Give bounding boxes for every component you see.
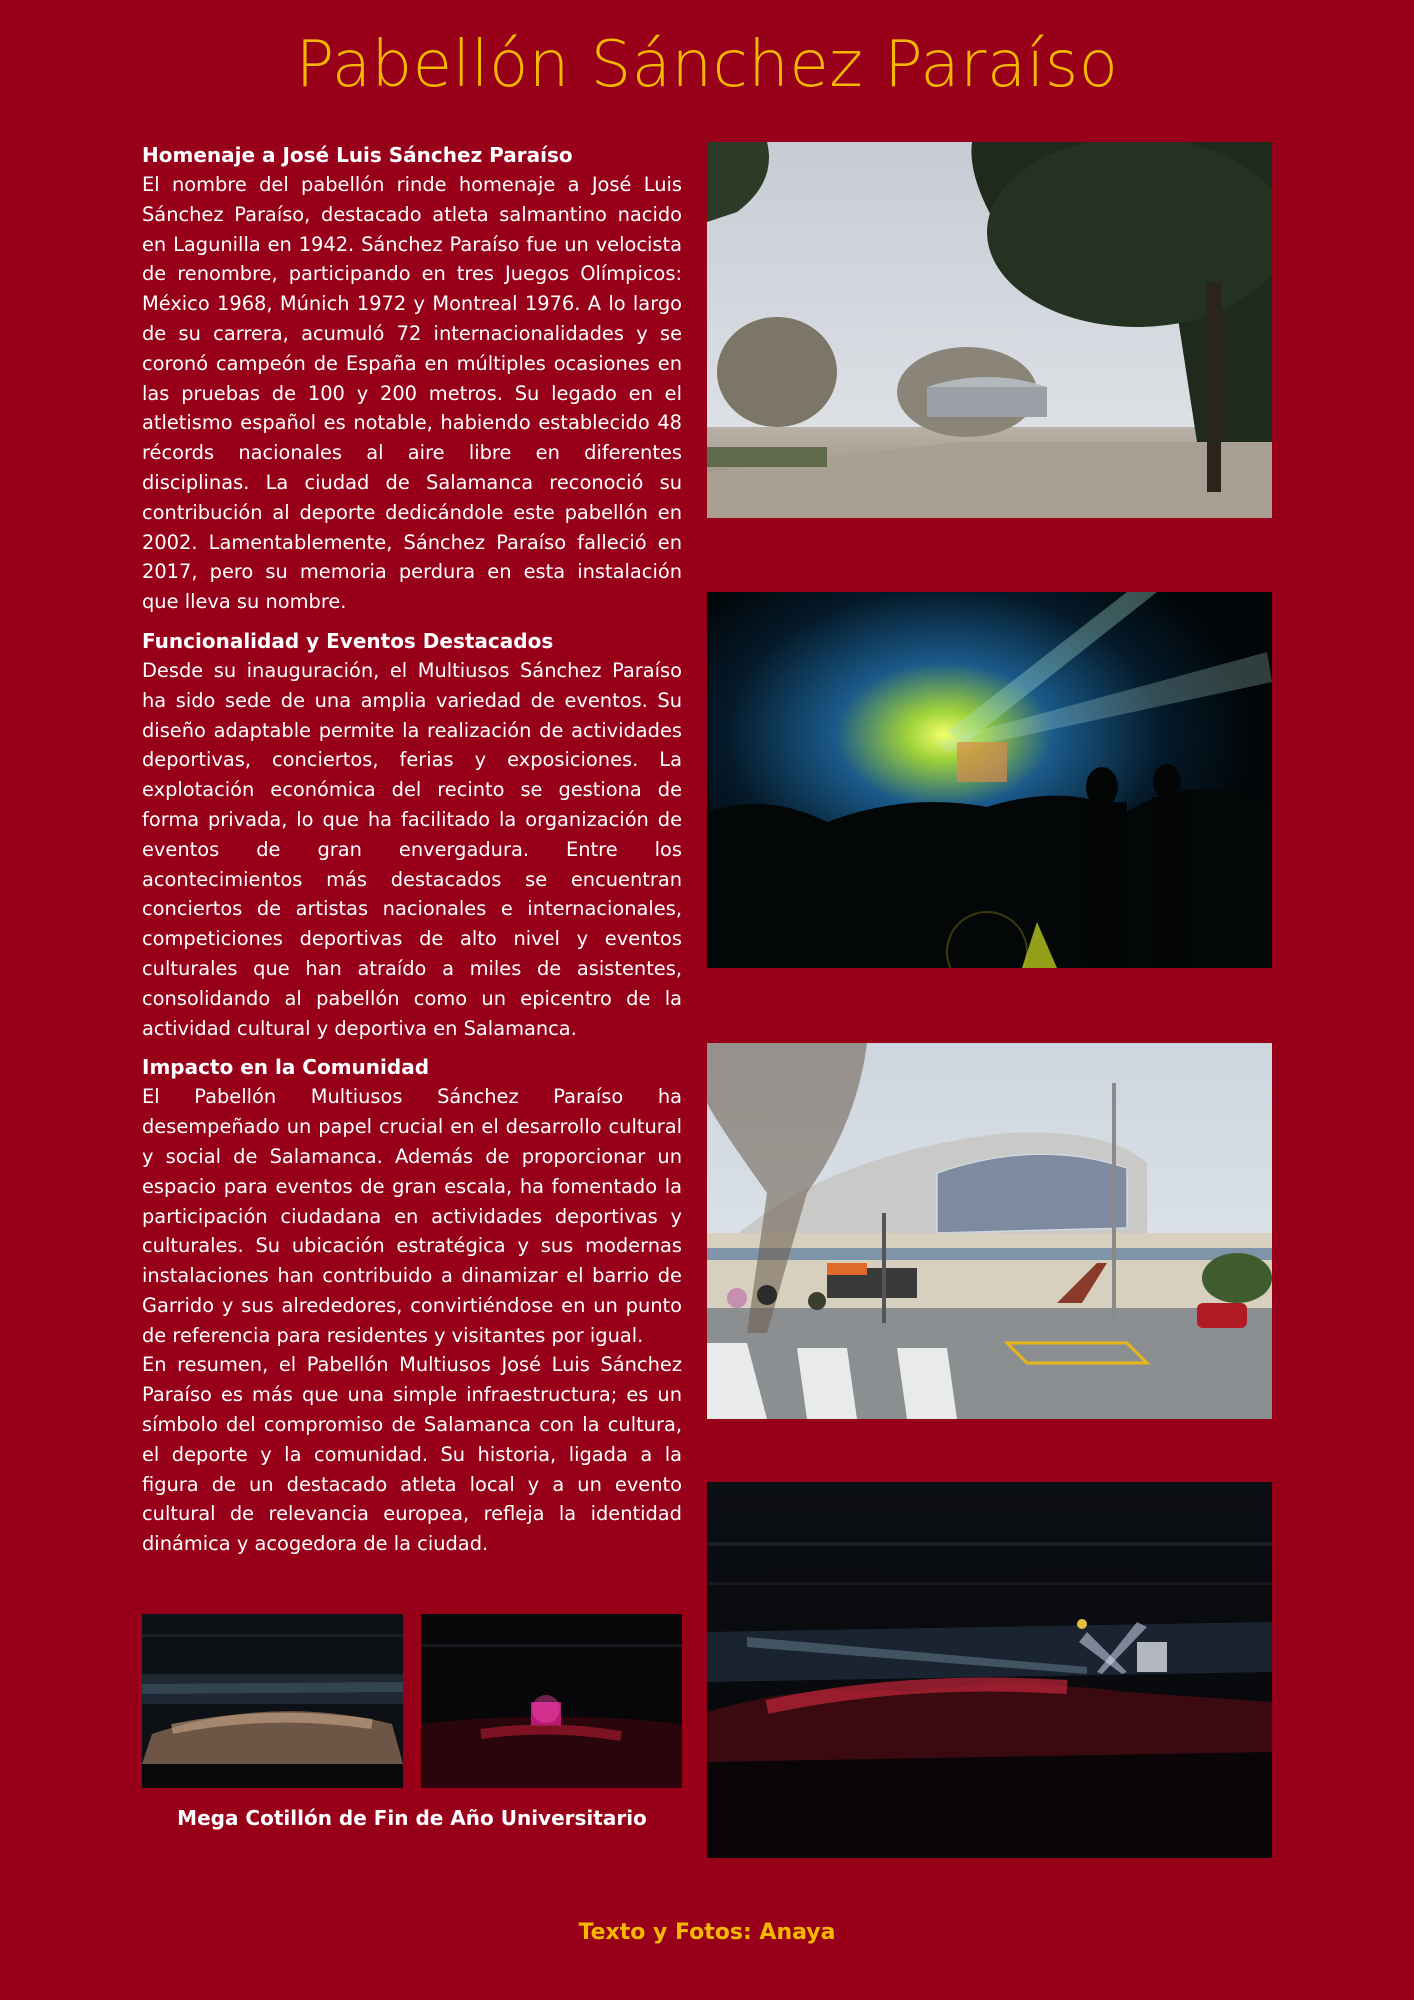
section-heading: Homenaje a José Luis Sánchez Paraíso	[142, 143, 573, 167]
section-heading: Funcionalidad y Eventos Destacados	[142, 628, 554, 653]
section-paragraph: El Pabellón Multiusos Sánchez Paraíso ha desempeñado un papel crucial en el desarrollo cultural y social de Salamanca. Además de proporcionar un espacio para eventos de gran escala, ha fomentado la participación ciudadana en actividades deportivas y culturales. Su ubicación estratégica y sus modernas instalaciones han contribuido a dinamizar el barrio de Garrido y sus alrededores, convirtiéndose en un punto de referencia para residentes y visitantes por igual.	[142, 1085, 682, 1347]
article-text	[142, 140, 682, 1568]
page-title: Pabellón Sánchez Paraíso	[295, 28, 1119, 102]
section-impacto	[142, 1052, 682, 1559]
section-homenaje	[142, 140, 682, 617]
photo-crowd-hall	[142, 1614, 403, 1788]
photo-pavilion-building	[707, 1043, 1272, 1419]
section-heading: Impacto en la Comunidad	[142, 1055, 430, 1080]
photo-exterior-park	[707, 142, 1272, 518]
photo-concert-lights	[707, 592, 1272, 968]
photo-arena-crowd	[707, 1482, 1272, 1858]
photo-stage-pink	[421, 1614, 682, 1788]
photo-caption: Mega Cotillón de Fin de Año Universitario	[177, 1806, 647, 1830]
section-funcionalidad	[142, 626, 682, 1043]
credit-line: Texto y Fotos: Anaya	[578, 1920, 836, 1945]
section-paragraph: Desde su inauguración, el Multiusos Sánchez Paraíso ha sido sede de una amplia variedad de eventos. Su diseño adaptable permite la realización de actividades deportivas, conciertos, ferias y exposiciones. La explotación económica del recinto se gestiona de forma privada, lo que ha facilitado la organización de eventos de gran envergadura. Entre los acontecimientos más destacados se encuentran conciertos de artistas nacionales e internacionales, competiciones deportivas de alto nivel y eventos culturales que han atraído a miles de asistentes, consolidando al pabellón como un epicentro de la actividad cultural y deportiva en Salamanca.	[142, 658, 682, 1040]
section-paragraph: El nombre del pabellón rinde homenaje a José Luis Sánchez Paraíso, destacado atleta salmantino nacido en Lagunilla en 1942. Sánchez Paraíso fue un velocista de renombre, participando en tres Juegos Olímpicos: México 1968, Múnich 1972 y Montreal 1976. A lo largo de su carrera, acumuló 72 internacionalidades y se coronó campeón de España en múltiples ocasiones en las pruebas de 100 y 200 metros. Su legado en el atletismo español es notable, habiendo establecido 48 récords nacionales al aire libre en diferentes disciplinas. La ciudad de Salamanca reconoció su contribución al deporte dedicándole este pabellón en 2002. Lamentablemente, Sánchez Paraíso falleció en 2017, pero su memoria perdura en esta instalación que lleva su nombre.	[142, 173, 682, 614]
section-paragraph: En resumen, el Pabellón Multiusos José Luis Sánchez Paraíso es más que una simple infraestructura; es un símbolo del compromiso de Salamanca con la cultura, el deporte y la comunidad. Su historia, ligada a la figura de un destacado atleta local y a un evento cultural de relevancia europea, refleja la identidad dinámica y acogedora de la ciudad.	[142, 1353, 682, 1556]
